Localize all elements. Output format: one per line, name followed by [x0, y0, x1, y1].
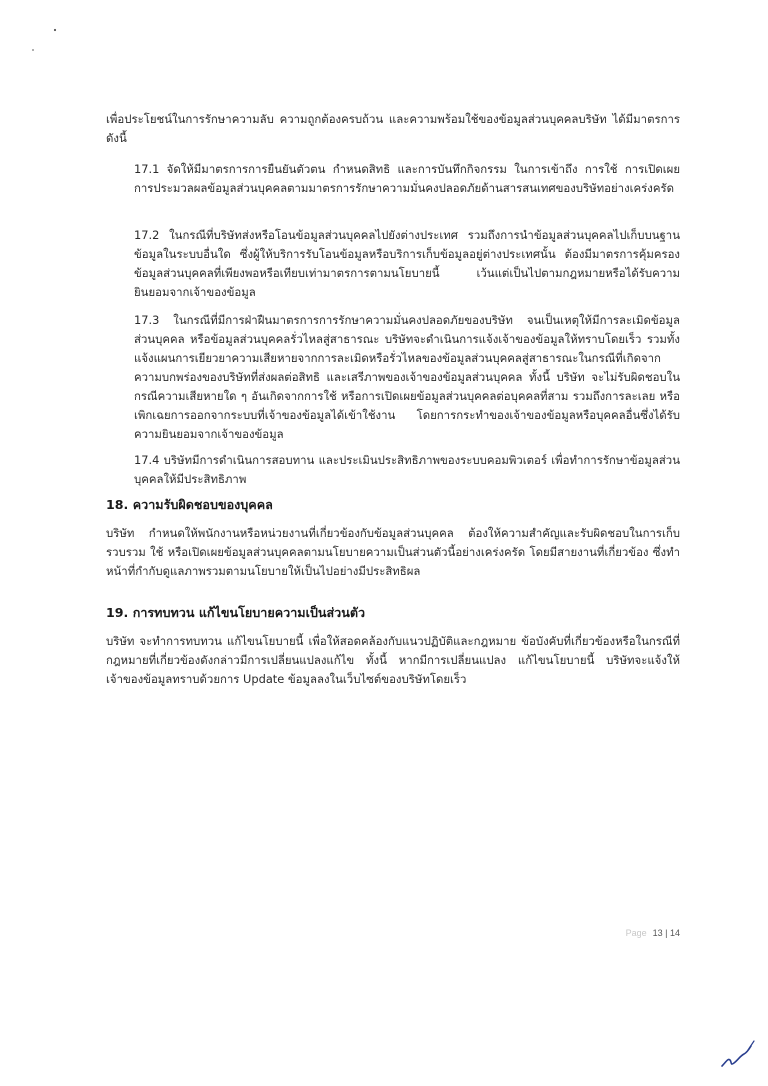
section-19-heading: 19. การทบทวน แก้ไขนโยบายความเป็นส่วนตัว [106, 605, 366, 620]
section-19-body: บริษัท จะทำการทบทวน แก้ไขนโยบายนี้ เพื่อให้สอดคล้องกับแนวปฏิบัติและกฎหมาย ข้อบังคับที่เกี่ยวข้องหรือในกรณีที่กฎหมายที่เกี่ยวข้องดังกล่าวมีการเปลี่ยนแปลงแก้ไข ทั้งนี้ หากมีการเปลี่ยนแปลง แก้ไขนโยบายนี้ บริษัทจะแจ้งให้เจ้าของข้อมูลทราบด้วยการ Update ข้อมูลลงในเว็บไซต์ของบริษัทโดยเร็ว [106, 634, 680, 686]
clause-17-3: 17.3 ในกรณีที่มีการฝ่าฝืนมาตรการการรักษาความมั่นคงปลอดภัยของบริษัท จนเป็นเหตุให้มีการละเมิดข้อมูลส่วนบุคคล หรือข้อมูลส่วนบุคคลรั่วไหลสู่สาธารณะ บริษัทจะดำเนินการแจ้งเจ้าของข้อมูลให้ทราบโดยเร็ว รวมทั้งแจ้งแผนการเยียวยาความเสียหายจากการละเมิดหรือรั่วไหลของข้อมูลส่วนบุคคลสู่สาธารณะในกรณีที่เกิดจากความบกพร่องของบริษัทที่ส่งผลต่อสิทธิ และเสรีภาพของเจ้าของข้อมูลส่วนบุคคล ทั้งนี้ บริษัท จะไม่รับผิดชอบในกรณีความเสียหายใด ๆ อันเกิดจากการใช้ หรือการเปิดเผยข้อมูลส่วนบุคคลต่อบุคคลที่สาม รวมถึงการละเลย หรือเพิกเฉยการออกจากระบบที่เจ้าของข้อมูลได้เข้าใช้งาน โดยการกระทำของเจ้าของข้อมูลหรือบุคคลอื่นซึ่งได้รับความยินยอมจากเจ้าของข้อมูล [134, 313, 680, 441]
page-label: Page [625, 928, 647, 938]
page-footer [600, 928, 680, 938]
clause-17-4: 17.4 บริษัทมีการดำเนินการสอบทาน และประเมินประสิทธิภาพของระบบคอมพิวเตอร์ เพื่อทำการรักษาข้อมูลส่วนบุคคลให้มีประสิทธิภาพ [134, 453, 680, 486]
intro-paragraph: เพื่อประโยชน์ในการรักษาความลับ ความถูกต้องครบถ้วน และความพร้อมใช้ของข้อมูลส่วนบุคคลบริษัท ได้มีมาตรการดังนี้ [106, 112, 680, 145]
scan-specks [0, 0, 768, 80]
section-18-heading: 18. ความรับผิดชอบของบุคคล [106, 497, 273, 512]
clause-17-2: 17.2 ในกรณีที่บริษัทส่งหรือโอนข้อมูลส่วนบุคคลไปยังต่างประเทศ รวมถึงการนำข้อมูลส่วนบุคคลไปเก็บบนฐานข้อมูลในระบบอื่นใด ซึ่งผู้ให้บริการรับโอนข้อมูลหรือบริการเก็บข้อมูลอยู่ต่างประเทศนั้น ต้องมีมาตรการคุ้มครองข้อมูลส่วนบุคคลที่เพียงพอหรือเทียบเท่ามาตรการตามนโยบายนี้ เว้นแต่เป็นไปตามกฎหมายหรือได้รับความยินยอมจากเจ้าของข้อมูล [134, 228, 680, 299]
clause-17-1: 17.1 จัดให้มีมาตรการการยืนยันตัวตน กำหนดสิทธิ และการบันทึกกิจกรรม ในการเข้าถึง การใช้ การเปิดเผย การประมวลผลข้อมูลส่วนบุคคลตามมาตรการรักษาความมั่นคงปลอดภัยด้านสารสนเทศของบริษัทอย่างเคร่งครัด [134, 162, 680, 195]
page-number: 13 | 14 [652, 928, 680, 938]
section-18-body: บริษัท กำหนดให้พนักงานหรือหน่วยงานที่เกี่ยวข้องกับข้อมูลส่วนบุคคล ต้องให้ความสำคัญและรับผิดชอบในการเก็บรวบรวม ใช้ หรือเปิดเผยข้อมูลส่วนบุคคลตามนโยบายความเป็นส่วนตัวนี้อย่างเคร่งครัด โดยมีสายงานที่เกี่ยวข้อง ซึ่งทำหน้าที่กำกับดูแลภาพรวมตามนโยบายให้เป็นไปอย่างมีประสิทธิผล [106, 526, 680, 578]
signature-mark [718, 1032, 758, 1072]
